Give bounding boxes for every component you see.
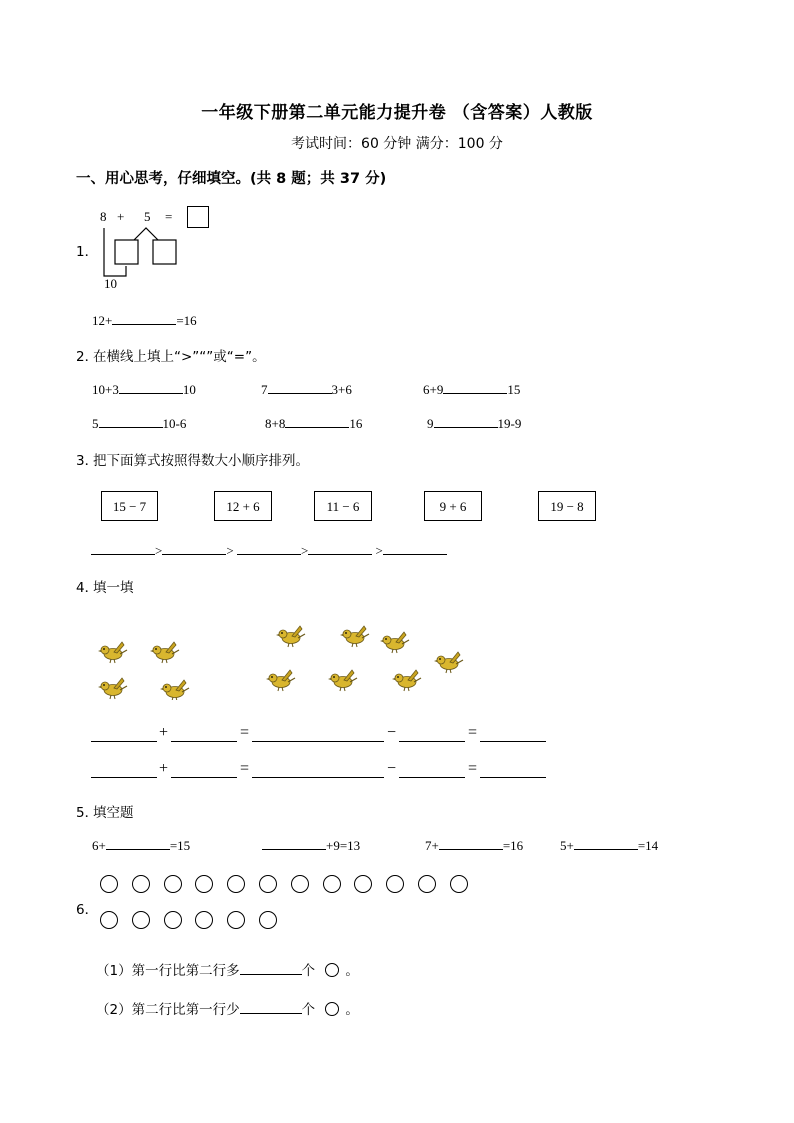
q3-card[interactable]: 15 − 7 xyxy=(101,491,158,521)
q4-blank[interactable] xyxy=(252,741,384,742)
q2-left: 10+3 xyxy=(92,382,119,397)
circle-icon xyxy=(354,875,372,893)
q3-blank[interactable] xyxy=(383,542,447,555)
q4-text: 填一填 xyxy=(93,580,134,596)
q2-right: 19-9 xyxy=(497,416,522,431)
q5-prefix: 7+ xyxy=(425,838,439,853)
q4-number: 4． xyxy=(76,580,99,596)
bird-icon xyxy=(266,670,295,691)
circle-icon xyxy=(132,875,150,893)
birds-illustration xyxy=(96,620,476,700)
q2-right: 10 xyxy=(182,382,196,397)
equals-sign: = xyxy=(468,724,478,741)
bird-icon xyxy=(392,670,421,691)
q4-blank[interactable] xyxy=(252,777,384,778)
q6-number: 6． xyxy=(76,902,99,918)
q4-blank[interactable] xyxy=(480,741,546,742)
q1-number: 1． xyxy=(76,244,99,260)
q5-prefix: 6+ xyxy=(92,838,106,853)
circle-icon xyxy=(291,875,309,893)
minus-sign: − xyxy=(387,760,397,777)
q1-fill xyxy=(92,312,197,329)
q1-eq-equals: = xyxy=(165,209,173,224)
circle-icon xyxy=(259,875,277,893)
q3-number: 3． xyxy=(76,453,99,469)
gt-sign: > xyxy=(375,543,383,558)
gt-sign: > xyxy=(300,543,309,558)
plus-sign: + xyxy=(159,724,169,741)
q2-left: 9 xyxy=(427,416,434,431)
q1-fill-suffix: =16 xyxy=(176,313,197,328)
q3-text: 把下面算式按照得数大小顺序排列。 xyxy=(93,453,309,469)
bird-icon xyxy=(150,642,179,663)
bird-icon xyxy=(276,626,305,647)
q3-card[interactable]: 12 + 6 xyxy=(214,491,272,521)
q6-sub1-prefix: （1）第一行比第二行多 xyxy=(96,963,240,979)
exam-info: 考试时间：60 分钟 满分：100 分 xyxy=(291,136,503,152)
q2-text: 在横线上填上“>”“”或“=”。 xyxy=(93,349,266,365)
q1-eq-left: 8 xyxy=(100,209,107,224)
q4-blank[interactable] xyxy=(171,777,237,778)
q2-number: 2． xyxy=(76,349,99,365)
q6-circles-row2 xyxy=(100,911,480,931)
bird-icon xyxy=(98,642,127,663)
circle-icon xyxy=(100,911,118,929)
q4-equation-row xyxy=(91,724,551,744)
q5-blank[interactable] xyxy=(106,837,170,850)
equals-sign: = xyxy=(240,760,250,777)
circle-icon xyxy=(450,875,468,893)
q3-blank[interactable] xyxy=(162,542,226,555)
gt-sign: > xyxy=(155,543,163,558)
circle-icon xyxy=(325,963,339,977)
q1-eq-right: 5 xyxy=(144,209,151,224)
q4-blank[interactable] xyxy=(399,777,465,778)
q2-item xyxy=(261,381,352,398)
q2-blank[interactable] xyxy=(434,415,498,428)
q4-blank[interactable] xyxy=(480,777,546,778)
q3-card[interactable]: 9 + 6 xyxy=(424,491,482,521)
q5-suffix: =15 xyxy=(169,838,191,853)
circle-icon xyxy=(227,911,245,929)
bird-icon xyxy=(380,632,409,653)
q6-sub2 xyxy=(96,998,359,1018)
q2-left: 5 xyxy=(92,416,99,431)
circle-icon xyxy=(164,875,182,893)
period: 。 xyxy=(345,963,359,979)
gt-sign: > xyxy=(226,543,234,558)
q2-item xyxy=(427,415,521,432)
q2-left: 8+8 xyxy=(265,416,286,431)
q5-prefix: 5+ xyxy=(560,838,574,853)
q5-item xyxy=(262,837,360,854)
q5-text: 填空题 xyxy=(93,805,134,821)
q2-blank[interactable] xyxy=(285,415,349,428)
equals-sign: = xyxy=(468,760,478,777)
bird-icon xyxy=(434,652,463,673)
q2-blank[interactable] xyxy=(443,381,507,394)
q6-sub2-prefix: （2）第二行比第一行少 xyxy=(96,1002,240,1018)
q5-number: 5． xyxy=(76,805,99,821)
q5-suffix: =14 xyxy=(637,838,659,853)
q5-item xyxy=(425,837,523,854)
q2-item xyxy=(265,415,362,432)
q3-blank[interactable] xyxy=(308,542,372,555)
circle-icon xyxy=(164,911,182,929)
q2-left: 7 xyxy=(261,382,268,397)
q2-right: 16 xyxy=(349,416,363,431)
q5-item xyxy=(92,837,190,854)
q4-equation-row xyxy=(91,760,551,780)
bird-icon xyxy=(98,678,127,699)
q2-right: 10-6 xyxy=(162,416,187,431)
q3-blank[interactable] xyxy=(91,542,155,555)
q3-order-row xyxy=(91,542,447,559)
bird-icon xyxy=(328,670,357,691)
q3-card[interactable]: 19 − 8 xyxy=(538,491,596,521)
circle-icon xyxy=(323,875,341,893)
equals-sign: = xyxy=(240,724,250,741)
q4-blank[interactable] xyxy=(91,777,157,778)
circle-icon xyxy=(100,875,118,893)
q3-card[interactable]: 11 − 6 xyxy=(314,491,372,521)
q5-blank[interactable] xyxy=(262,837,326,850)
q6-sub2-suffix: 个 xyxy=(301,1002,316,1018)
plus-sign: + xyxy=(159,760,169,777)
q5-suffix: +9=13 xyxy=(326,838,361,853)
minus-sign: − xyxy=(387,724,397,741)
q4-blank[interactable] xyxy=(399,741,465,742)
bird-icon xyxy=(340,626,369,647)
q1-answer-box[interactable] xyxy=(187,206,209,228)
q5-suffix: =16 xyxy=(502,838,524,853)
q4-blank[interactable] xyxy=(91,741,157,742)
q2-left: 6+9 xyxy=(423,382,444,397)
q2-right: 3+6 xyxy=(331,382,352,397)
section-heading: 一、用心思考，仔细填空。(共 8 题；共 37 分) xyxy=(76,171,387,187)
q5-blank[interactable] xyxy=(574,837,638,850)
q1-eq-plus: + xyxy=(117,209,125,224)
q1-blank[interactable] xyxy=(112,312,176,325)
q5-blank[interactable] xyxy=(439,837,503,850)
q2-blank[interactable] xyxy=(119,381,183,394)
page-title: 一年级下册第二单元能力提升卷 （含答案）人教版 xyxy=(201,103,593,123)
circle-icon xyxy=(195,911,213,929)
bird-icon xyxy=(160,680,189,700)
q6-sub2-blank[interactable] xyxy=(240,1001,302,1014)
q2-blank[interactable] xyxy=(99,415,163,428)
circle-icon xyxy=(132,911,150,929)
q1-fill-prefix: 12+ xyxy=(92,313,113,328)
circle-icon xyxy=(386,875,404,893)
q4-blank[interactable] xyxy=(171,741,237,742)
circle-icon xyxy=(418,875,436,893)
circle-icon xyxy=(325,1002,339,1016)
q2-item xyxy=(92,381,196,398)
q6-sub1-suffix: 个 xyxy=(301,963,316,979)
q2-blank[interactable] xyxy=(268,381,332,394)
circle-icon xyxy=(259,911,277,929)
circle-icon xyxy=(227,875,245,893)
q6-sub1 xyxy=(96,959,359,979)
q2-item xyxy=(423,381,520,398)
q6-sub1-blank[interactable] xyxy=(240,962,302,975)
q5-item xyxy=(560,837,658,854)
circle-icon xyxy=(195,875,213,893)
period: 。 xyxy=(345,1002,359,1018)
q2-right: 15 xyxy=(507,382,521,397)
q6-circles-row1 xyxy=(100,875,480,895)
q3-blank[interactable] xyxy=(237,542,301,555)
q2-item xyxy=(92,415,186,432)
q1-ten-label: 10 xyxy=(104,276,117,291)
